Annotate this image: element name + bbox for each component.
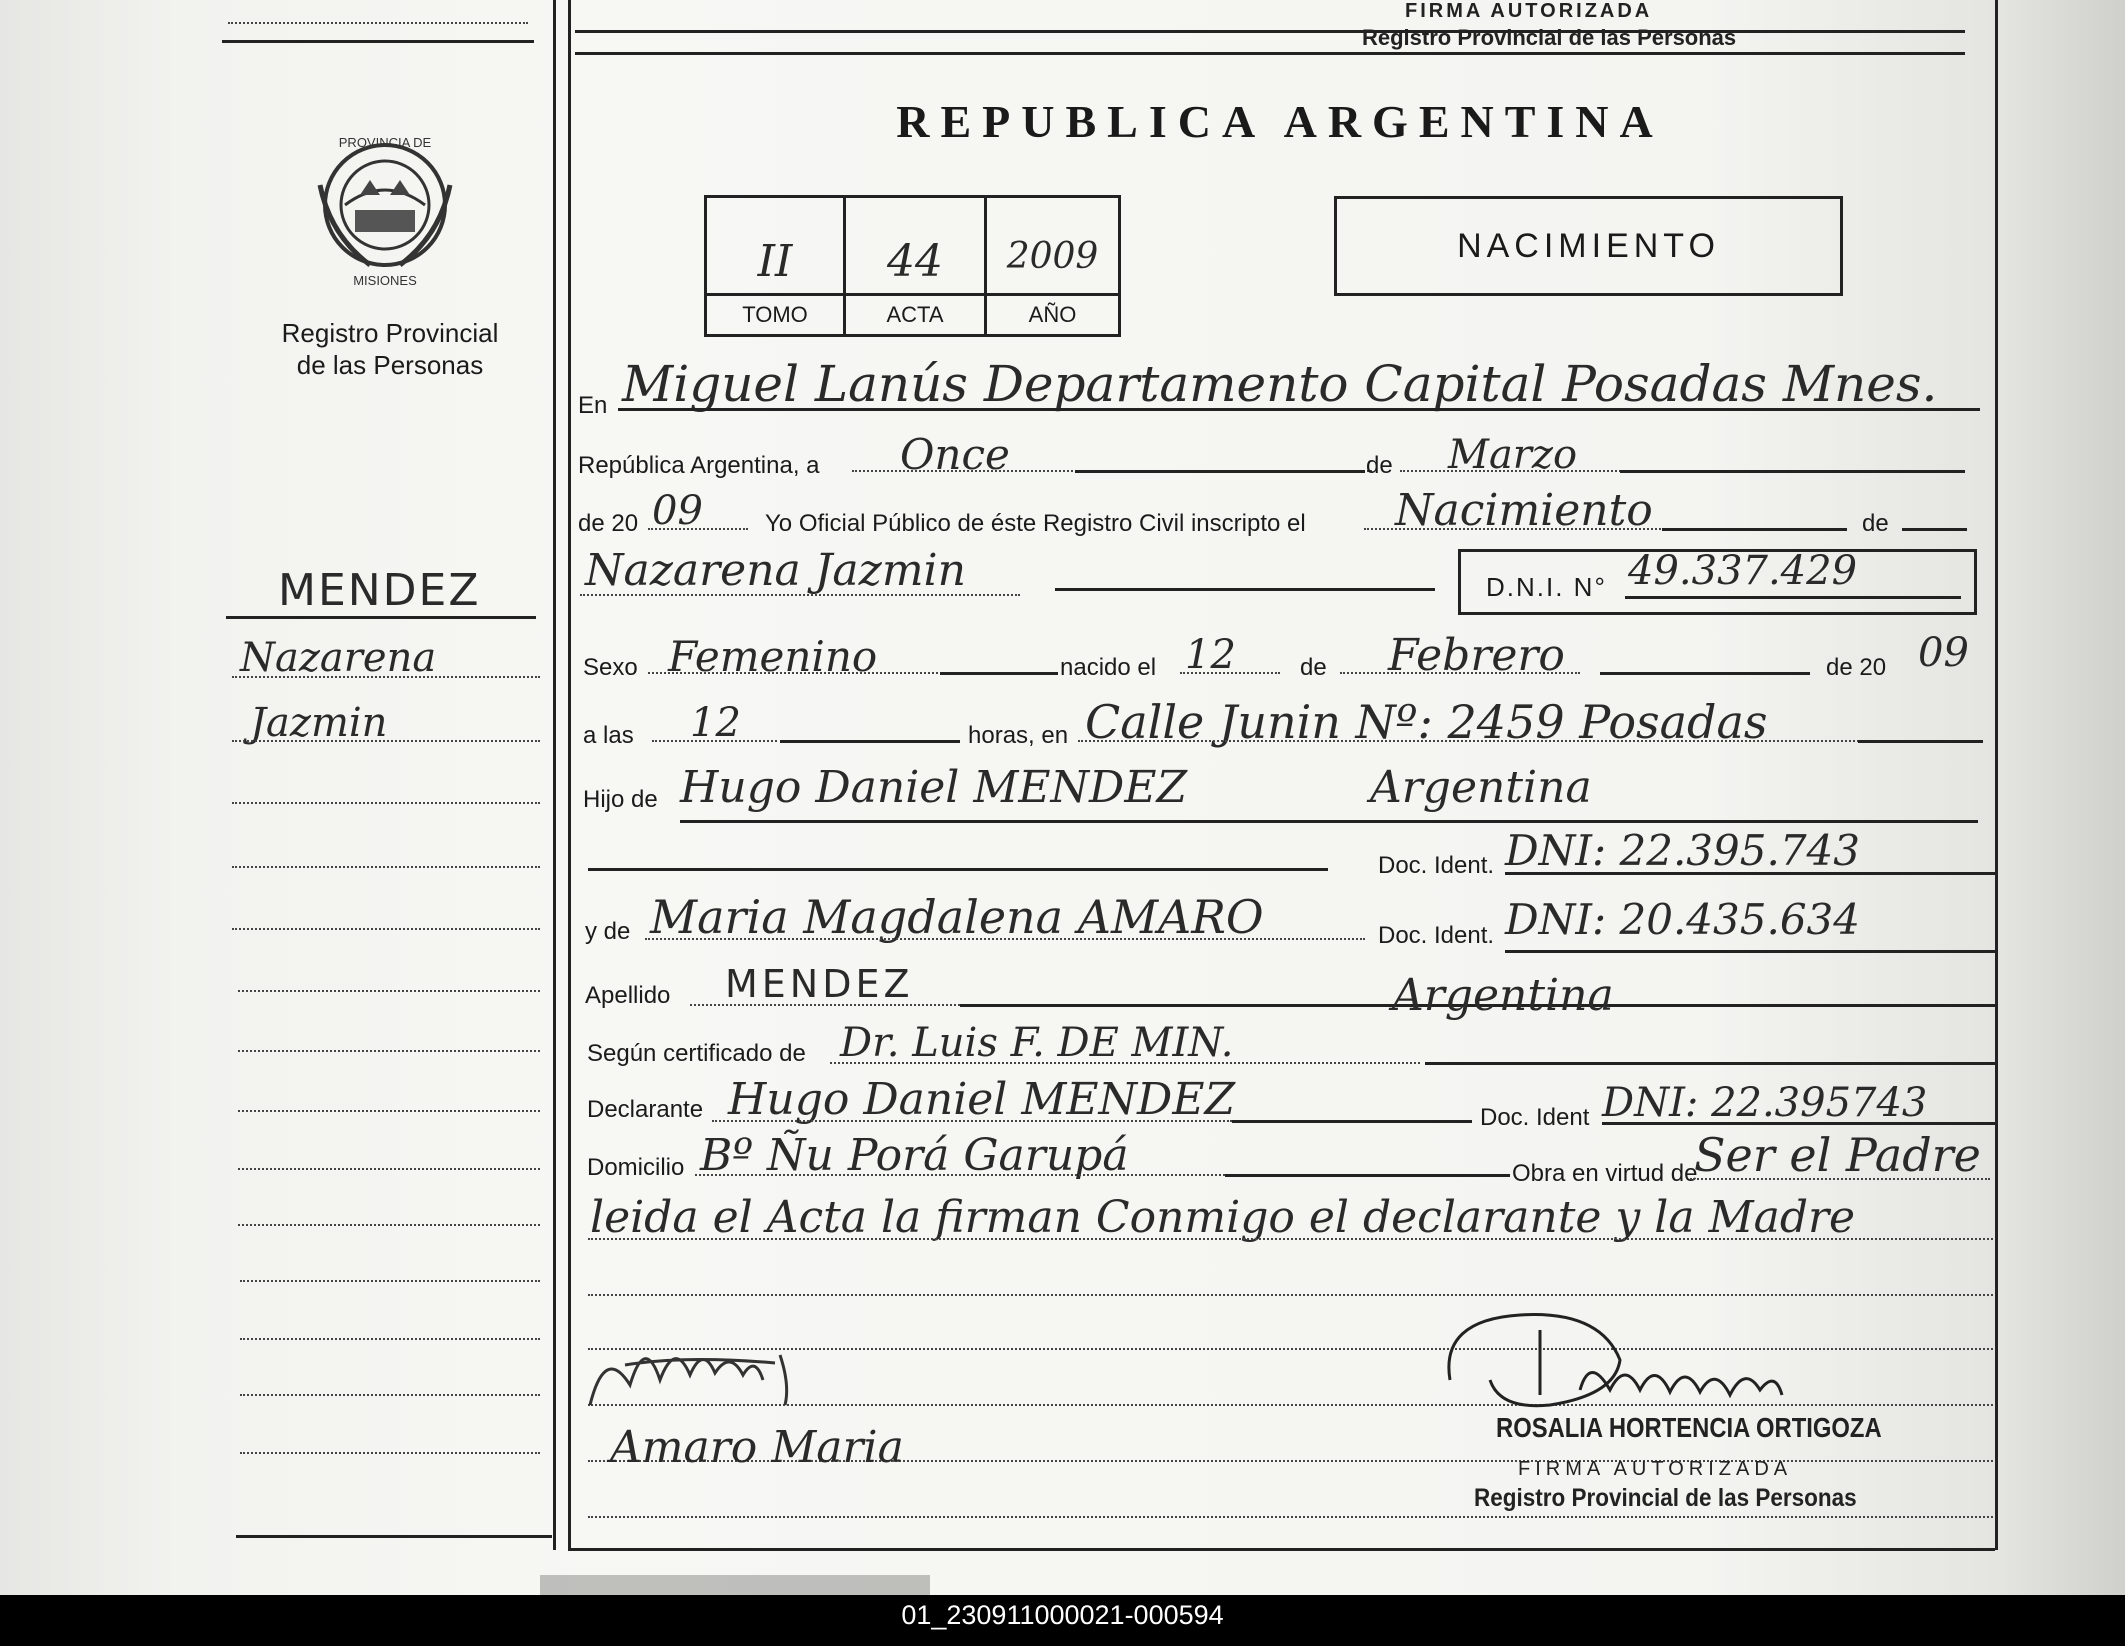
declarante-dots [712,1120,1232,1122]
padre-nacionalidad: Argentina [1370,762,1592,813]
declarante-rule [1232,1120,1472,1123]
de20-label: de 20 [578,510,639,537]
padre-doc-rule [1505,872,1997,875]
stub-dots-13 [240,1394,540,1396]
blank-dots-5 [588,1516,1993,1518]
domicilio-value: Bº Ñu Porá Garupá [700,1130,1129,1181]
nacido-mes-rule [1600,672,1810,675]
official-signature [1430,1300,1850,1430]
domicilio-rule [1225,1174,1510,1177]
anio-value: 2009 [1006,236,1099,277]
mes-rule [1620,470,1965,473]
torn-paper-edge [540,1575,930,1595]
oficial-label: Yo Oficial Público de éste Registro Civil inscripto el [765,510,1306,537]
madre-dots [645,938,1365,940]
anio-written: 09 [652,488,703,534]
seal-text-bottom: MISIONES [353,273,417,288]
firma-autorizada-label: FIRMA AUTORIZADA [1518,1458,1793,1480]
top-registro-partial: Registro Provincial de las Personas [1362,25,1737,50]
image-id-label: 01_230911000021-000594 [901,1600,1224,1630]
stub-dots-6 [238,990,540,992]
sexo-value: Femenino [668,632,878,681]
stub-dots-1 [232,676,540,678]
horas-label: horas, en [968,722,1069,749]
de-label: de [1366,452,1393,479]
stub-dots-11 [240,1280,540,1282]
padre-doc-line [588,868,1328,871]
yde-label: y de [585,918,631,945]
observacion-dots [588,1238,1993,1240]
mes-value: Marzo [1448,432,1578,478]
de20-label-2: de 20 [1826,654,1887,681]
sexo-label: Sexo [583,654,638,681]
docident-label-2: Doc. Ident. [1378,922,1495,949]
nombre-value: Nazarena Jazmin [585,545,966,596]
dni-label: D.N.I. N° [1486,572,1607,602]
stub-separator [553,0,556,1550]
docident-label: Doc. Ident. [1378,852,1495,879]
madre-doc-rule [1505,950,1997,953]
declarante-value: Hugo Daniel MENDEZ [728,1074,1236,1125]
en-value: Miguel Lanús Departamento Capital Posadas Mnes. [622,355,1938,413]
stub-dots-9 [238,1168,540,1170]
dni-rule [1625,596,1961,599]
hora-dots [652,740,777,742]
hora-rule [780,740,960,743]
docident-label-3: Doc. Ident [1480,1104,1590,1131]
de2-rule [1902,528,1967,531]
dia-rule [1075,470,1365,473]
nacido-dia-dots [1180,672,1280,674]
left-signature-name: Amaro Maria [610,1422,904,1473]
dia-value: Once [900,430,1010,479]
en-label: En [578,392,608,419]
nacido-label: nacido el [1060,654,1157,681]
form-right-border [1995,0,1998,1550]
anio-cell [987,198,1118,334]
official-name: ROSALIA HORTENCIA ORTIGOZA [1496,1412,1882,1443]
de-label-2: de [1862,510,1889,537]
apellido-dots [690,1004,960,1006]
record-type-box: NACIMIENTO [1334,196,1843,296]
de-label-3: de [1300,654,1327,681]
acta-value: 44 [887,236,943,287]
sexo-dots [648,672,958,674]
stub-dots-14 [240,1452,540,1454]
stub-dots-7 [238,1050,540,1052]
padre-doc-value: DNI: 22.395.743 [1505,826,1860,875]
lugar-value: Calle Junin Nº: 2459 Posadas [1085,695,1768,749]
nombre-dots [580,594,1020,596]
stub-dots-12 [240,1338,540,1340]
republica-label: República Argentina, a [578,452,820,479]
stub-name1: Nazarena [240,635,437,681]
seal-text-top: PROVINCIA DE [338,135,432,150]
inscripto-rule [1662,528,1847,531]
stub-dots-5 [232,928,540,930]
tomo-cell [707,198,846,334]
nacido-mes-dots [1340,672,1580,674]
tomo-label: TOMO [707,293,843,334]
stub-dots-8 [238,1110,540,1112]
lugar-rule [1858,740,1983,743]
nombre-rule [1055,588,1435,591]
top-rule-2 [575,52,1965,55]
acta-cell [846,198,987,334]
nacido-anio: 09 [1918,630,1969,676]
apellido-value: MENDEZ [725,962,914,1006]
certificado-rule [1425,1062,1995,1065]
misiones-seal-icon [310,125,460,290]
certificado-value: Dr. Luis F. DE MIN. [840,1020,1234,1066]
padre-value: Hugo Daniel MENDEZ [680,762,1188,813]
anio-label: AÑO [987,293,1118,334]
apellido-label: Apellido [585,982,671,1009]
form-bottom-border [568,1548,1995,1551]
blank-dots-1 [588,1294,1993,1296]
padre-rule [680,820,1978,823]
declarante-doc-value: DNI: 22.395743 [1602,1080,1928,1126]
anio-dots [648,528,748,530]
declarante-doc-rule [1602,1122,1997,1125]
madre-value: Maria Magdalena AMARO [650,890,1264,944]
observacion-value: leida el Acta la firman Conmigo el declarante y la Madre [590,1192,1856,1243]
stub-top-rule [222,40,534,43]
inscripto-value: Nacimiento [1395,485,1653,536]
stub-registro-line1: Registro Provincial [281,318,499,348]
top-firma-partial: FIRMA AUTORIZADA [1405,0,1653,22]
tomo-value: II [757,236,793,287]
acta-label: ACTA [846,293,984,334]
stub-dots-3 [232,802,540,804]
obra-value: Ser el Padre [1694,1128,1981,1182]
dni-value: 49.337.429 [1628,548,1858,594]
sexo-rule [940,672,1058,675]
madre-doc-value: DNI: 20.435.634 [1505,895,1860,944]
obra-dots [1690,1178,1990,1180]
domicilio-label: Domicilio [587,1154,685,1181]
registro-provincial-stamp: Registro Provincial de las Personas [1474,1484,1857,1512]
stub-dots-10 [238,1224,540,1226]
declarant-signature [585,1325,855,1425]
madre-nacionalidad: Argentina [1392,970,1614,1021]
stub-dots-4 [232,866,540,868]
segun-label: Según certificado de [587,1040,806,1067]
certificado-dots [830,1062,1420,1064]
stub-registro-line2: de las Personas [296,350,484,380]
country-title: REPUBLICA ARGENTINA [896,96,1664,147]
stub-surname: MENDEZ [278,565,481,616]
nacido-mes: Febrero [1388,630,1565,681]
inscripto-dots [1364,528,1664,530]
stub-name2: Jazmin [250,700,388,746]
nacido-dia: 12 [1185,632,1236,678]
hijo-label: Hijo de [583,786,658,813]
declarante-label: Declarante [587,1096,704,1123]
obra-label: Obra en virtud de [1512,1160,1698,1187]
alas-label: a las [583,722,634,749]
lugar-dots [1078,740,1878,742]
form-left-border [568,0,571,1550]
domicilio-dots [695,1174,1225,1176]
en-rule [618,408,1980,411]
stub-dots-2 [232,740,540,742]
hora-value: 12 [690,700,741,746]
stub-bottom-rule [236,1535,552,1538]
stub-top-dots [228,22,528,24]
tomo-acta-anio-box [704,195,1121,337]
top-rule [575,30,1965,33]
stub-rule-surname [226,616,536,619]
